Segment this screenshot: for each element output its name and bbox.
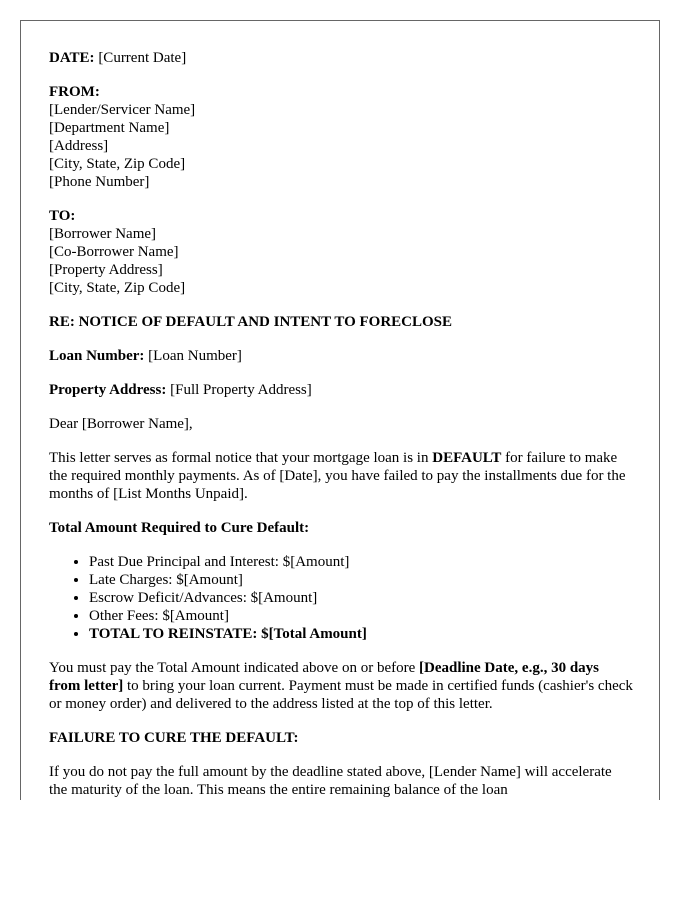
cure-heading-line bbox=[49, 519, 633, 537]
letter-page bbox=[20, 20, 660, 800]
list-item: • Escrow Deficit/Advances: $[Amount] bbox=[89, 589, 633, 607]
property-address-line bbox=[49, 381, 633, 399]
list-item: • Late Charges: $[Amount] bbox=[89, 571, 633, 589]
date-value: [Current Date] bbox=[94, 50, 187, 66]
cure-amount-list bbox=[49, 553, 633, 643]
from-department: [Department Name] bbox=[49, 120, 170, 136]
from-label: FROM: bbox=[49, 84, 100, 100]
loan-number-label: Loan Number: bbox=[49, 348, 145, 364]
intro-paragraph bbox=[49, 449, 633, 503]
list-item: • Past Due Principal and Interest: $[Amount] bbox=[89, 553, 633, 571]
payment-paragraph bbox=[49, 659, 633, 713]
to-city-state-zip: [City, State, Zip Code] bbox=[49, 280, 186, 296]
letter-content bbox=[49, 49, 633, 800]
salutation: Dear [Borrower Name], bbox=[49, 416, 193, 432]
failure-heading: FAILURE TO CURE THE DEFAULT: bbox=[49, 730, 299, 746]
list-item-total bbox=[89, 625, 633, 643]
to-block bbox=[49, 207, 633, 297]
re-line bbox=[49, 313, 633, 331]
failure-paragraph: If you do not pay the full amount by the deadline stated above, [Lender Name] will accelerate the maturity of the loan. This means the entire remaining balance of the loan bbox=[49, 764, 612, 798]
property-address-label: Property Address: bbox=[49, 382, 167, 398]
payment-text-after: to bring your loan current. Payment must be made in certified funds (cashier's check or money order) and delivered to the address listed at the top of this letter. bbox=[49, 678, 633, 712]
from-phone: [Phone Number] bbox=[49, 174, 150, 190]
cure-heading: Total Amount Required to Cure Default: bbox=[49, 520, 310, 536]
intro-text-before: This letter serves as formal notice that your mortgage loan is in bbox=[49, 450, 433, 466]
list-item: • Other Fees: $[Amount] bbox=[89, 607, 633, 625]
payment-deadline-emphasis: [Deadline Date, e.g., 30 days from letter] bbox=[49, 660, 600, 694]
from-address: [Address] bbox=[49, 138, 109, 154]
date-label: DATE: bbox=[49, 50, 95, 66]
loan-number-value: [Loan Number] bbox=[144, 348, 242, 364]
from-block bbox=[49, 83, 633, 191]
date-line bbox=[49, 49, 633, 67]
to-co-borrower-name: [Co-Borrower Name] bbox=[49, 244, 179, 260]
to-label: TO: bbox=[49, 208, 76, 224]
intro-default-emphasis: DEFAULT bbox=[432, 450, 502, 466]
from-lender-name: [Lender/Servicer Name] bbox=[49, 102, 196, 118]
cure-total: TOTAL TO REINSTATE: $[Total Amount] bbox=[89, 626, 367, 642]
to-property-address: [Property Address] bbox=[49, 262, 163, 278]
intro-text-after: for failure to make the required monthly payments. As of [Date], you have failed to pay the installments due for the months of [List Months Unpaid]. bbox=[49, 450, 626, 502]
property-address-value: [Full Property Address] bbox=[166, 382, 312, 398]
from-city-state-zip: [City, State, Zip Code] bbox=[49, 156, 186, 172]
to-borrower-name: [Borrower Name] bbox=[49, 226, 157, 242]
loan-number-line bbox=[49, 347, 633, 365]
failure-heading-line bbox=[49, 729, 633, 747]
re-line-text: RE: NOTICE OF DEFAULT AND INTENT TO FORECLOSE bbox=[49, 314, 453, 330]
payment-text-before: You must pay the Total Amount indicated above on or before bbox=[49, 660, 420, 676]
